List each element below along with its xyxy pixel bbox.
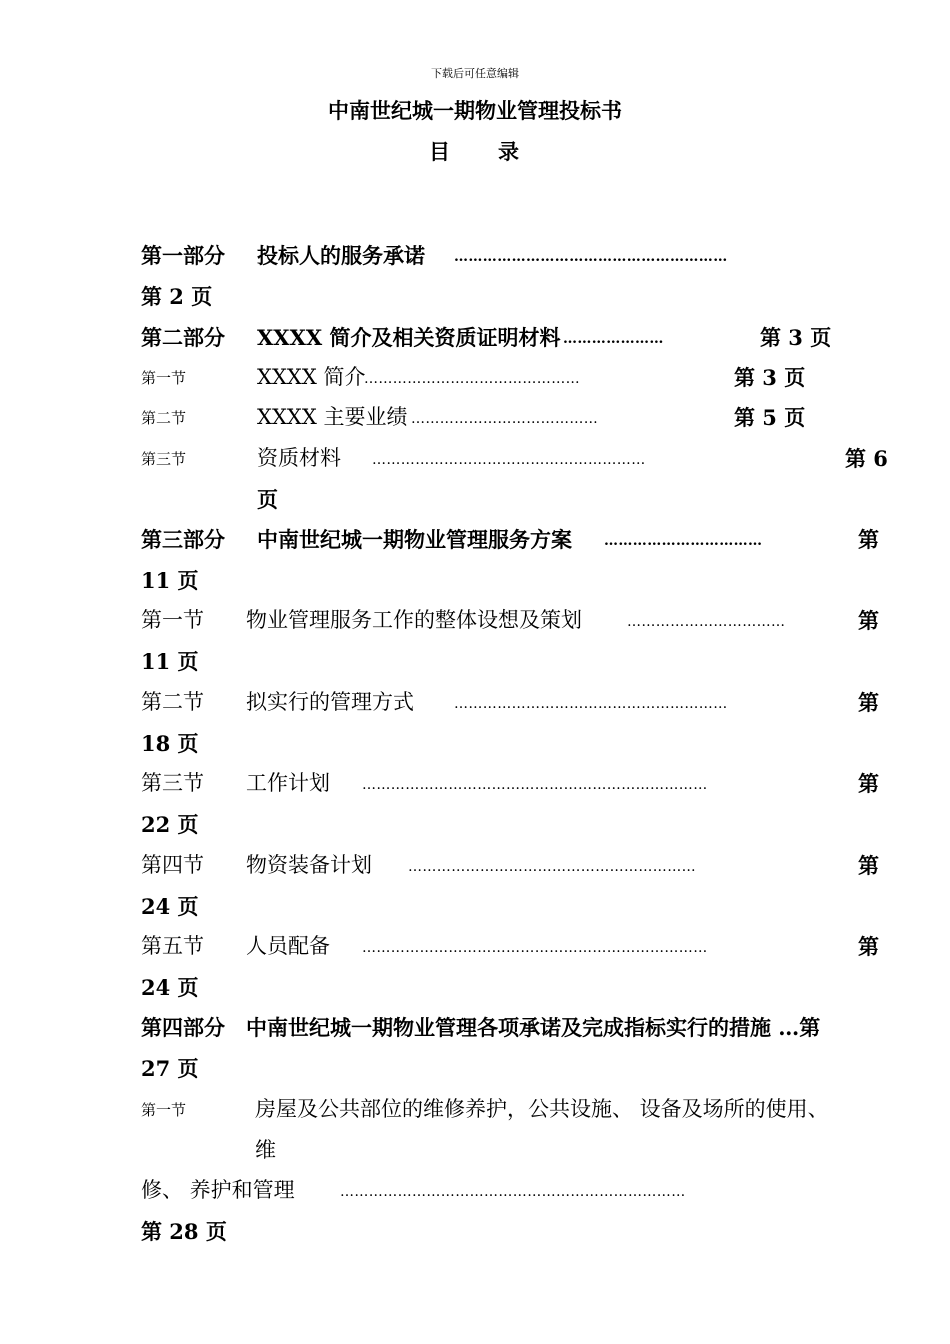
toc-leader-dots: …………………………………………………… — [408, 859, 696, 875]
toc-part-title: XXXX 简介及相关资质证明材料 — [257, 325, 561, 350]
toc-part-title: 中南世纪城一期物业管理服务方案 — [257, 527, 572, 552]
toc-part-label: 第二部分 — [141, 325, 225, 350]
toc-section-label: 第二节 — [141, 409, 187, 427]
toc-part-title: 中南世纪城一期物业管理各项承诺及完成指标实行的措施 …第 — [246, 1015, 821, 1040]
toc-leader-dots: …………………………… — [627, 614, 786, 630]
toc-leader-dots: …………………………… — [604, 533, 763, 549]
toc-page-number: 第 6 — [845, 446, 888, 471]
toc-page-number-wrap: 18 页 — [141, 731, 199, 756]
document-title: 中南世纪城一期物业管理投标书 — [328, 98, 622, 123]
toc-section-label: 第一节 — [141, 608, 204, 632]
toc-page-number-wrap: 24 页 — [141, 894, 199, 919]
toc-page-number: 第 3 页 — [760, 325, 832, 350]
toc-section-title: 拟实行的管理方式 — [246, 690, 414, 714]
toc-section-label: 第四节 — [141, 853, 204, 877]
toc-page-number: 第 — [858, 608, 879, 633]
toc-page-number-wrap: 24 页 — [141, 975, 199, 1000]
toc-leader-dots: ……………………………………… — [364, 371, 580, 387]
toc-section-title-wrap: 维 — [255, 1138, 276, 1162]
toc-part-label: 第一部分 — [141, 243, 225, 268]
toc-leader-dots: ……………………………………………………………… — [340, 1184, 686, 1200]
toc-section-title: 房屋及公共部位的维修养护，公共设施、 设备及场所的使用、 — [255, 1097, 829, 1121]
toc-page-number: 第 — [858, 527, 879, 552]
toc-leader-dots: ………………… — [563, 331, 664, 347]
toc-section-label: 第二节 — [141, 690, 204, 714]
toc-leader-dots: ………………………………… — [411, 411, 599, 427]
toc-section-title: XXXX 主要业绩 — [257, 405, 408, 429]
toc-section-label: 第三节 — [141, 450, 187, 468]
toc-section-title: 物业管理服务工作的整体设想及策划 — [246, 608, 582, 632]
toc-section-title: 人员配备 — [246, 934, 330, 958]
toc-section-title-wrap: 修、 养护和管理 — [141, 1178, 295, 1202]
toc-page-number: 第 3 页 — [734, 365, 806, 390]
toc-part-title: 投标人的服务承诺 — [257, 243, 425, 268]
toc-section-title: 资质材料 — [257, 446, 341, 470]
toc-section-label: 第一节 — [141, 1101, 187, 1119]
toc-leader-dots: ……………………………………………………………… — [362, 940, 708, 956]
toc-page-number: 第 — [858, 853, 879, 878]
toc-leader-dots: ………………………………………………… — [454, 696, 728, 712]
toc-section-title: 工作计划 — [246, 771, 330, 795]
toc-page-number-wrap: 11 页 — [141, 649, 199, 674]
toc-section-title: XXXX 简介 — [257, 365, 366, 389]
toc-page-number: 第 28 页 — [141, 1219, 227, 1244]
toc-leader-dots: ………………………………………………… — [372, 452, 646, 468]
toc-leader-dots: ……………………………………………………………… — [362, 777, 708, 793]
toc-section-label: 第一节 — [141, 369, 187, 387]
toc-part-label: 第三部分 — [141, 527, 225, 552]
toc-page-number: 第 5 页 — [734, 405, 806, 430]
toc-page-number-wrap: 22 页 — [141, 812, 199, 837]
toc-page-number-wrap: 27 页 — [141, 1056, 199, 1081]
toc-page-number: 第 — [858, 771, 879, 796]
toc-part-label: 第四部分 — [141, 1015, 225, 1040]
toc-page-number-wrap: 11 页 — [141, 568, 199, 593]
toc-heading: 目 录 — [429, 139, 521, 164]
toc-page-number: 第 — [858, 934, 879, 959]
header-note: 下载后可任意编辑 — [431, 67, 519, 80]
toc-section-label: 第五节 — [141, 934, 204, 958]
toc-page-number-wrap: 页 — [257, 487, 278, 512]
toc-leader-dots: ………………………………………………… — [454, 249, 728, 265]
toc-page-number: 第 2 页 — [141, 284, 213, 309]
toc-section-label: 第三节 — [141, 771, 204, 795]
toc-section-title: 物资装备计划 — [246, 853, 372, 877]
toc-page-number: 第 — [858, 690, 879, 715]
